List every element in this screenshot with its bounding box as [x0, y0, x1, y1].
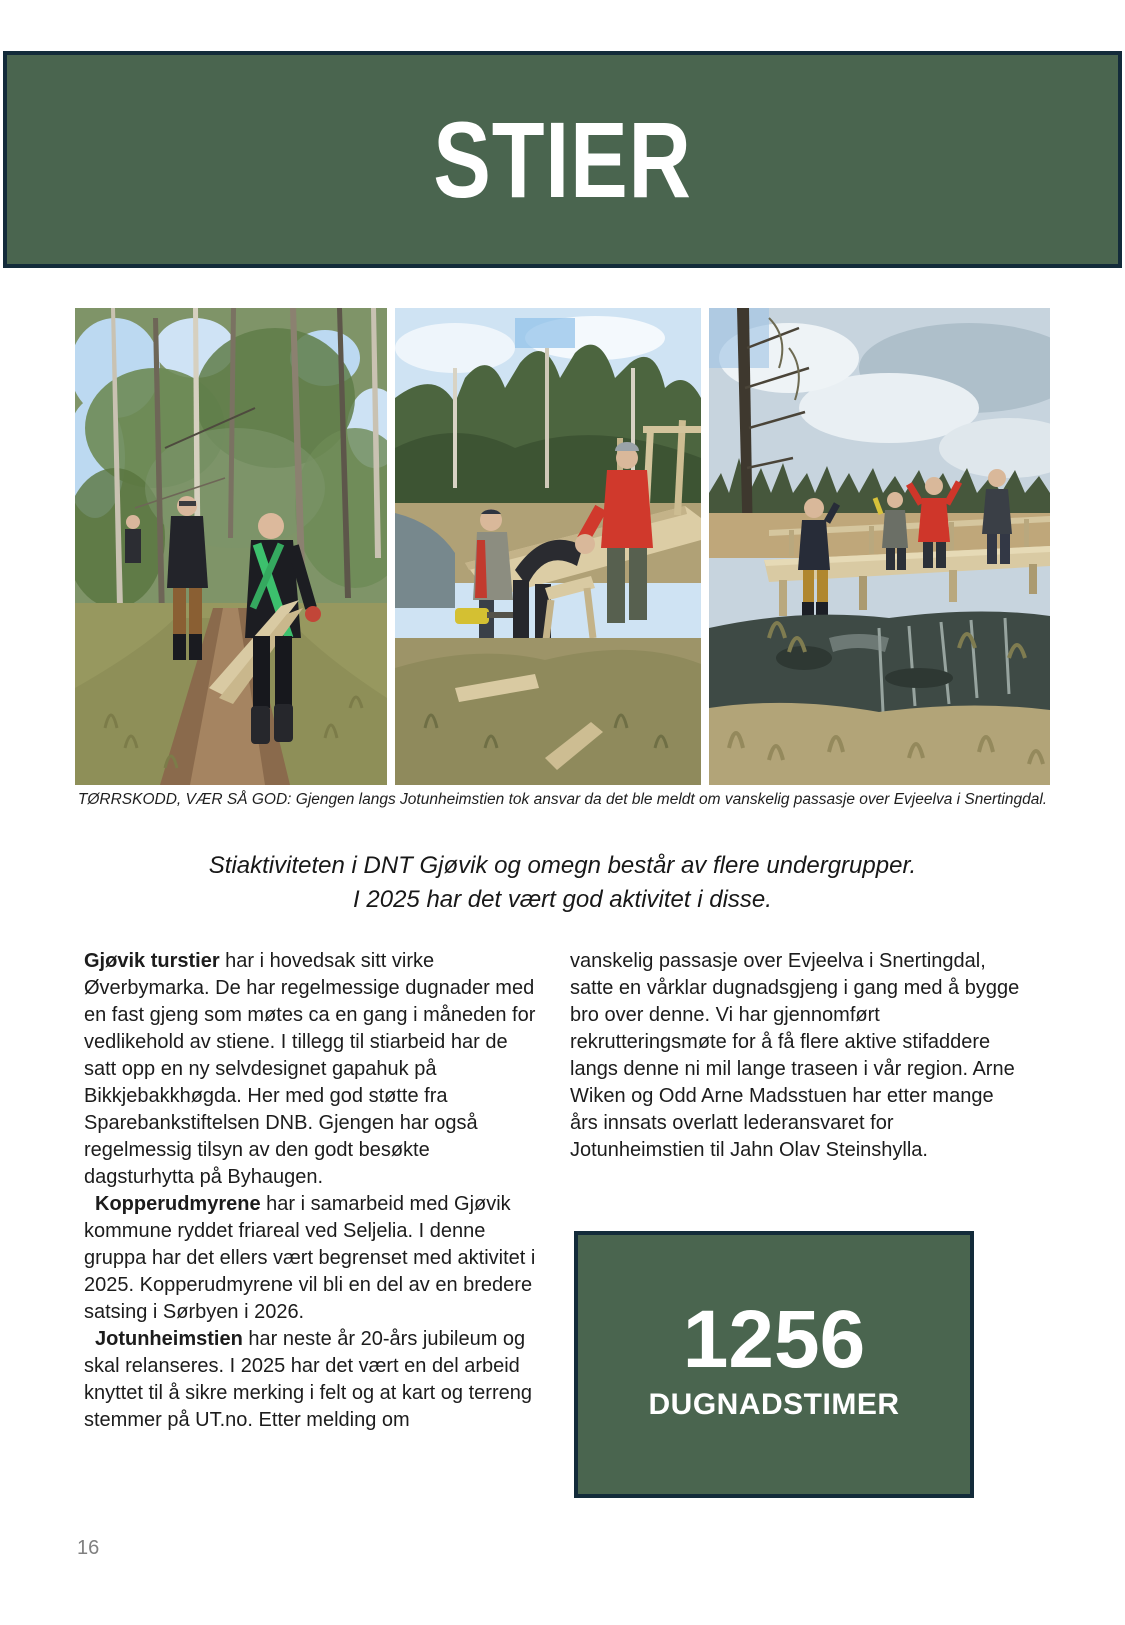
right-column: [570, 948, 1022, 1498]
intro-line-2: I 2025 har det vært god aktivitet i disse.: [353, 886, 772, 913]
paragraph-lead: Jotunheimstien: [95, 1328, 243, 1350]
forest-trail-photo: [75, 308, 387, 785]
stat-value: 1256: [682, 1293, 866, 1385]
paragraph-text: har neste år 20-års jubileum og skal relanseres. I 2025 har det vært en del arbeid knyttet til å sikre merking i felt og at kart og terreng stemmer på UT.no. Etter melding om: [84, 1328, 532, 1431]
paragraph-continuation: vanskelig passasje over Evjeelva i Snertingdal, satte en vårklar dugnadsgjeng i gang med å bygge bro over denne. Vi har gjennomført rekrutteringsmøte for å få flere aktive stifaddere langs denne ni mil lange traseen i vår region. Arne Wiken og Odd Arne Madsstuen har etter mange års innsats overlatt lederansvaret for Jotunheimstien til Jahn Olav Steinshylla.: [570, 950, 1020, 1161]
paragraph-text: har i samarbeid med Gjøvik kommune ryddet friareal ved Seljelia. I denne gruppa har det ellers vært begrenset med aktivitet i 2025. Kopperudmyrene vil bli en del av en bredere satsing i Sørbyen i 2026.: [84, 1193, 536, 1323]
title-band: [3, 51, 1122, 268]
paragraph-text: har i hovedsak sitt virke Øverbymarka. De har regelmessige dugnader med en fast gjeng som møtes ca en gang i måneden for vedlikehold av stiene. I tillegg til stiarbeid har de satt opp en ny selvdesignet gapahuk på Bikkjebakkhøgda. Her med god støtte fra Sparebankstiftelsen DNB. Gjengen har også regelmessig tilsyn av den godt besøkte dagsturhytta på Byhaugen.: [84, 950, 536, 1188]
page-number: 16: [77, 1537, 100, 1559]
paragraph-kopperudmyrene: [84, 1191, 536, 1326]
paragraph-lead: Kopperudmyrene: [95, 1193, 261, 1215]
boardwalk-marsh-photo: [709, 308, 1050, 785]
left-column: [84, 948, 536, 1498]
photo-strip: [75, 308, 1050, 785]
bridge-building-photo: [395, 308, 701, 785]
page-title: STIER: [433, 98, 692, 220]
paragraph-jotunheimstien: [84, 1326, 536, 1434]
paragraph-lead: Gjøvik turstier: [84, 950, 220, 972]
dugnadstimer-stat-box: [574, 1231, 974, 1498]
intro-line-1: Stiaktiviteten i DNT Gjøvik og omegn består av flere undergrupper.: [208, 852, 917, 879]
intro-text: [0, 849, 1125, 917]
body-columns: [84, 948, 1050, 1498]
paragraph-gjovik-turstier: [84, 948, 536, 1191]
stat-label: DUGNADSTIMER: [648, 1388, 900, 1422]
photo-caption: TØRRSKODD, VÆR SÅ GOD: Gjengen langs Jotunheimstien tok ansvar da det ble meldt om vanskelig passasje over Evjeelva i Snertingdal.: [77, 791, 1048, 808]
